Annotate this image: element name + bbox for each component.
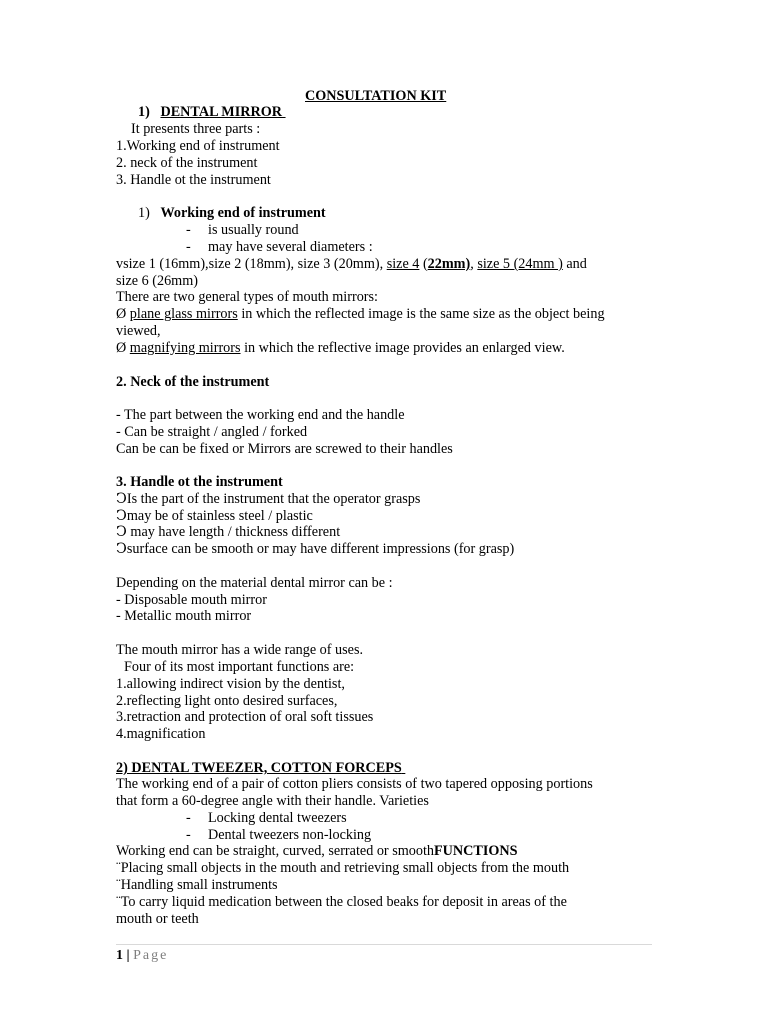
list-item: ↃIs the part of the instrument that the operator grasps (116, 491, 421, 507)
list-item: - Dental tweezers non-locking (186, 827, 372, 843)
subheading-handle: 3. Handle ot the instrument (116, 474, 283, 490)
page-footer: 1 | Page (116, 948, 169, 963)
type-item-cont: viewed, (116, 323, 161, 339)
part-item: 2. neck of the instrument (116, 155, 258, 171)
list-item: 4.magnification (116, 726, 206, 742)
type-item: Ø magnifying mirrors in which the reflective image provides an enlarged view. (116, 340, 565, 356)
list-item: Ↄ may have length / thickness different (116, 524, 341, 540)
paragraph-line: The working end of a pair of cotton pliers consists of two tapered opposing portions (116, 776, 593, 792)
uses-subintro: Four of its most important functions are: (124, 659, 355, 675)
list-item: - Locking dental tweezers (186, 810, 347, 826)
list-item: - The part between the working end and the handle (116, 407, 405, 423)
types-intro: There are two general types of mouth mirrors: (116, 289, 378, 305)
list-item: - Disposable mouth mirror (116, 592, 267, 608)
function-item: ¨Handling small instruments (116, 877, 278, 893)
list-item: - Metallic mouth mirror (116, 608, 252, 624)
page-number: 1 (116, 948, 123, 963)
section-heading-dental-mirror: 1) DENTAL MIRROR (138, 104, 282, 120)
list-item: Ↄsurface can be smooth or may have different impressions (for grasp) (116, 541, 515, 557)
function-item: ¨Placing small objects in the mouth and retrieving small objects from the mouth (116, 860, 570, 876)
list-item: - Can be straight / angled / forked (116, 424, 308, 440)
paragraph-line: that form a 60-degree angle with their handle. Varieties (116, 793, 429, 809)
type-item: Ø plane glass mirrors in which the reflected image is the same size as the object being (116, 306, 605, 322)
list-item: - may have several diameters : (186, 239, 373, 255)
sizes-line-cont: size 6 (26mm) (116, 273, 198, 289)
part-item: 3. Handle ot the instrument (116, 172, 271, 188)
list-item: 2.reflecting light onto desired surfaces, (116, 693, 338, 709)
uses-intro: The mouth mirror has a wide range of uses. (116, 642, 364, 658)
subheading-neck: 2. Neck of the instrument (116, 374, 270, 390)
list-item: Can be can be fixed or Mirrors are screwed to their handles (116, 441, 453, 457)
section-heading-dental-tweezer: 2) DENTAL TWEEZER, COTTON FORCEPS (116, 760, 402, 776)
material-intro: Depending on the material dental mirror can be : (116, 575, 393, 591)
sizes-line: vsize 1 (16mm),size 2 (18mm), size 3 (20mm), size 4 (22mm), size 5 (24mm ) and (116, 256, 587, 272)
function-item-cont: mouth or teeth (116, 911, 199, 927)
list-item: - is usually round (186, 222, 299, 238)
page-label: Page (133, 948, 169, 963)
list-item: 1.allowing indirect vision by the dentist, (116, 676, 345, 692)
document-title: CONSULTATION KIT (305, 88, 447, 104)
list-item: 3.retraction and protection of oral soft tissues (116, 709, 374, 725)
function-item: ¨To carry liquid medication between the closed beaks for deposit in areas of the (116, 894, 567, 910)
list-item: Ↄmay be of stainless steel / plastic (116, 508, 313, 524)
part-item: 1.Working end of instrument (116, 138, 280, 154)
intro-text: It presents three parts : (131, 121, 261, 137)
subheading-working-end: 1) Working end of instrument (138, 205, 326, 221)
working-end-line: Working end can be straight, curved, serrated or smoothFUNCTIONS (116, 843, 518, 859)
footer-divider (116, 944, 652, 945)
